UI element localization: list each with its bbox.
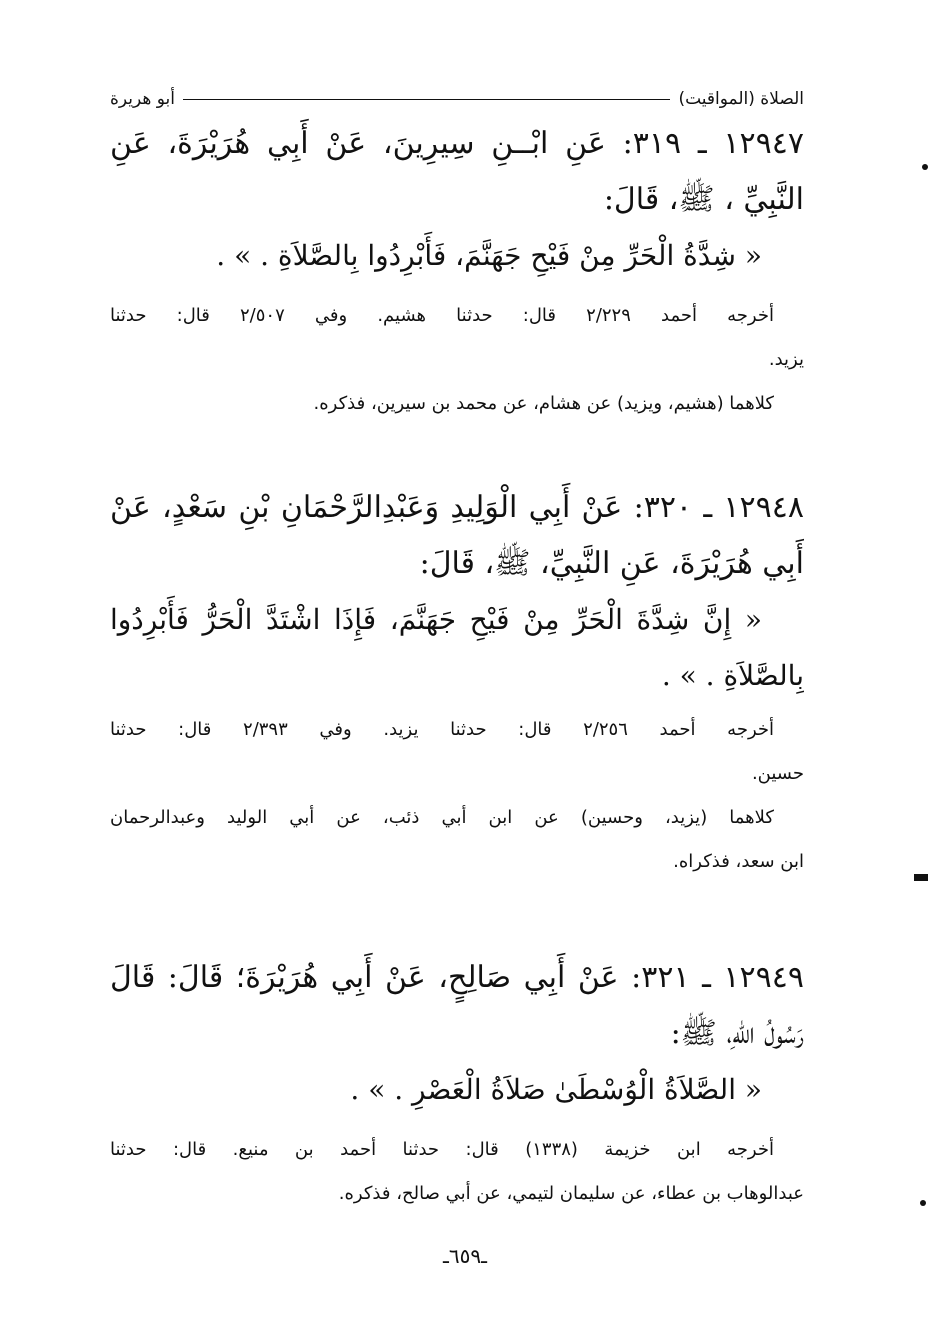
hadith-text-line: رَسُولُ اللهِ، ﷺ: bbox=[670, 1016, 804, 1051]
header-rule bbox=[183, 99, 670, 100]
hadith-12949 bbox=[110, 950, 804, 1118]
hadith-text-line: ١٢٩٤٧ ـ ٣١٩: عَنِ ابْــنِ سِيرِينَ، عَنْ أَبِي هُرَيْرَةَ، عَنِ bbox=[110, 126, 804, 161]
scan-mark bbox=[922, 164, 928, 170]
hadith-text-line: ١٢٩٤٨ ـ ٣٢٠: عَنْ أَبِي الْوَلِيدِ وَعَبْدِالرَّحْمَانِ بْنِ سَعْدٍ، عَنْ bbox=[110, 490, 804, 525]
hadith-12947 bbox=[110, 116, 804, 284]
takhrij-line: كلاهما (يزيد، وحسين) عن ابن أبي ذئب، عن أبي الوليد وعبدالرحمان bbox=[110, 807, 774, 828]
page-number: ـ٦٥٩ـ bbox=[443, 1244, 487, 1268]
scan-mark bbox=[920, 1200, 926, 1206]
hadith-12948 bbox=[110, 480, 804, 704]
takhrij-line: يزيد. bbox=[768, 349, 804, 370]
header-narrator: أبو هريرة bbox=[110, 89, 176, 109]
hadith-12947-notes bbox=[110, 294, 804, 426]
hadith-12949-notes bbox=[110, 1128, 804, 1216]
takhrij-line: عبدالوهاب بن عطاء، عن سليمان لتيمي، عن أبي صالح، فذكره. bbox=[338, 1183, 804, 1204]
takhrij-line: أخرجه أحمد ٢/٢٢٩ قال: حدثنا هشيم. وفي ٢/٥٠٧ قال: حدثنا bbox=[110, 305, 774, 326]
hadith-12948-notes bbox=[110, 708, 804, 884]
takhrij-line: ابن سعد، فذكراه. bbox=[673, 851, 804, 872]
header-chapter: الصلاة (المواقيت) bbox=[678, 89, 804, 109]
scan-mark bbox=[914, 874, 928, 881]
hadith-quote-line: « شِدَّةُ الْحَرِّ مِنْ فَيْحِ جَهَنَّمَ، فَأَبْرِدُوا بِالصَّلاَةِ . » . bbox=[216, 239, 762, 272]
hadith-quote-line: « الصَّلاَةُ الْوُسْطَىٰ صَلاَةُ الْعَصْرِ . » . bbox=[350, 1073, 762, 1106]
hadith-quote-line: بِالصَّلاَةِ . » . bbox=[661, 659, 804, 692]
hadith-text-line: النَّبِيِّ ، ﷺ، قَالَ: bbox=[603, 182, 804, 217]
hadith-quote-line: « إِنَّ شِدَّةَ الْحَرِّ مِنْ فَيْحِ جَهَنَّمَ، فَإِذَا اشْتَدَّ الْحَرُّ فَأَبْرِدُوا bbox=[110, 603, 762, 636]
hadith-text-line: ١٢٩٤٩ ـ ٣٢١: عَنْ أَبِي صَالِحٍ، عَنْ أَبِي هُرَيْرَةَ؛ قَالَ: قَالَ bbox=[110, 960, 804, 995]
takhrij-line: كلاهما (هشيم، ويزيد) عن هشام، عن محمد بن سيرين، فذكره. bbox=[313, 393, 774, 414]
running-header bbox=[110, 86, 804, 112]
takhrij-line: حسين. bbox=[751, 763, 804, 784]
takhrij-line: أخرجه أحمد ٢/٢٥٦ قال: حدثنا يزيد. وفي ٢/٣٩٣ قال: حدثنا bbox=[110, 719, 775, 740]
hadith-text-line: أَبِي هُرَيْرَةَ، عَنِ النَّبِيِّ، ﷺ، قَالَ: bbox=[419, 546, 804, 581]
takhrij-line: أخرجه ابن خزيمة (١٣٣٨) قال: حدثنا أحمد بن منيع. قال: حدثنا bbox=[110, 1139, 774, 1160]
